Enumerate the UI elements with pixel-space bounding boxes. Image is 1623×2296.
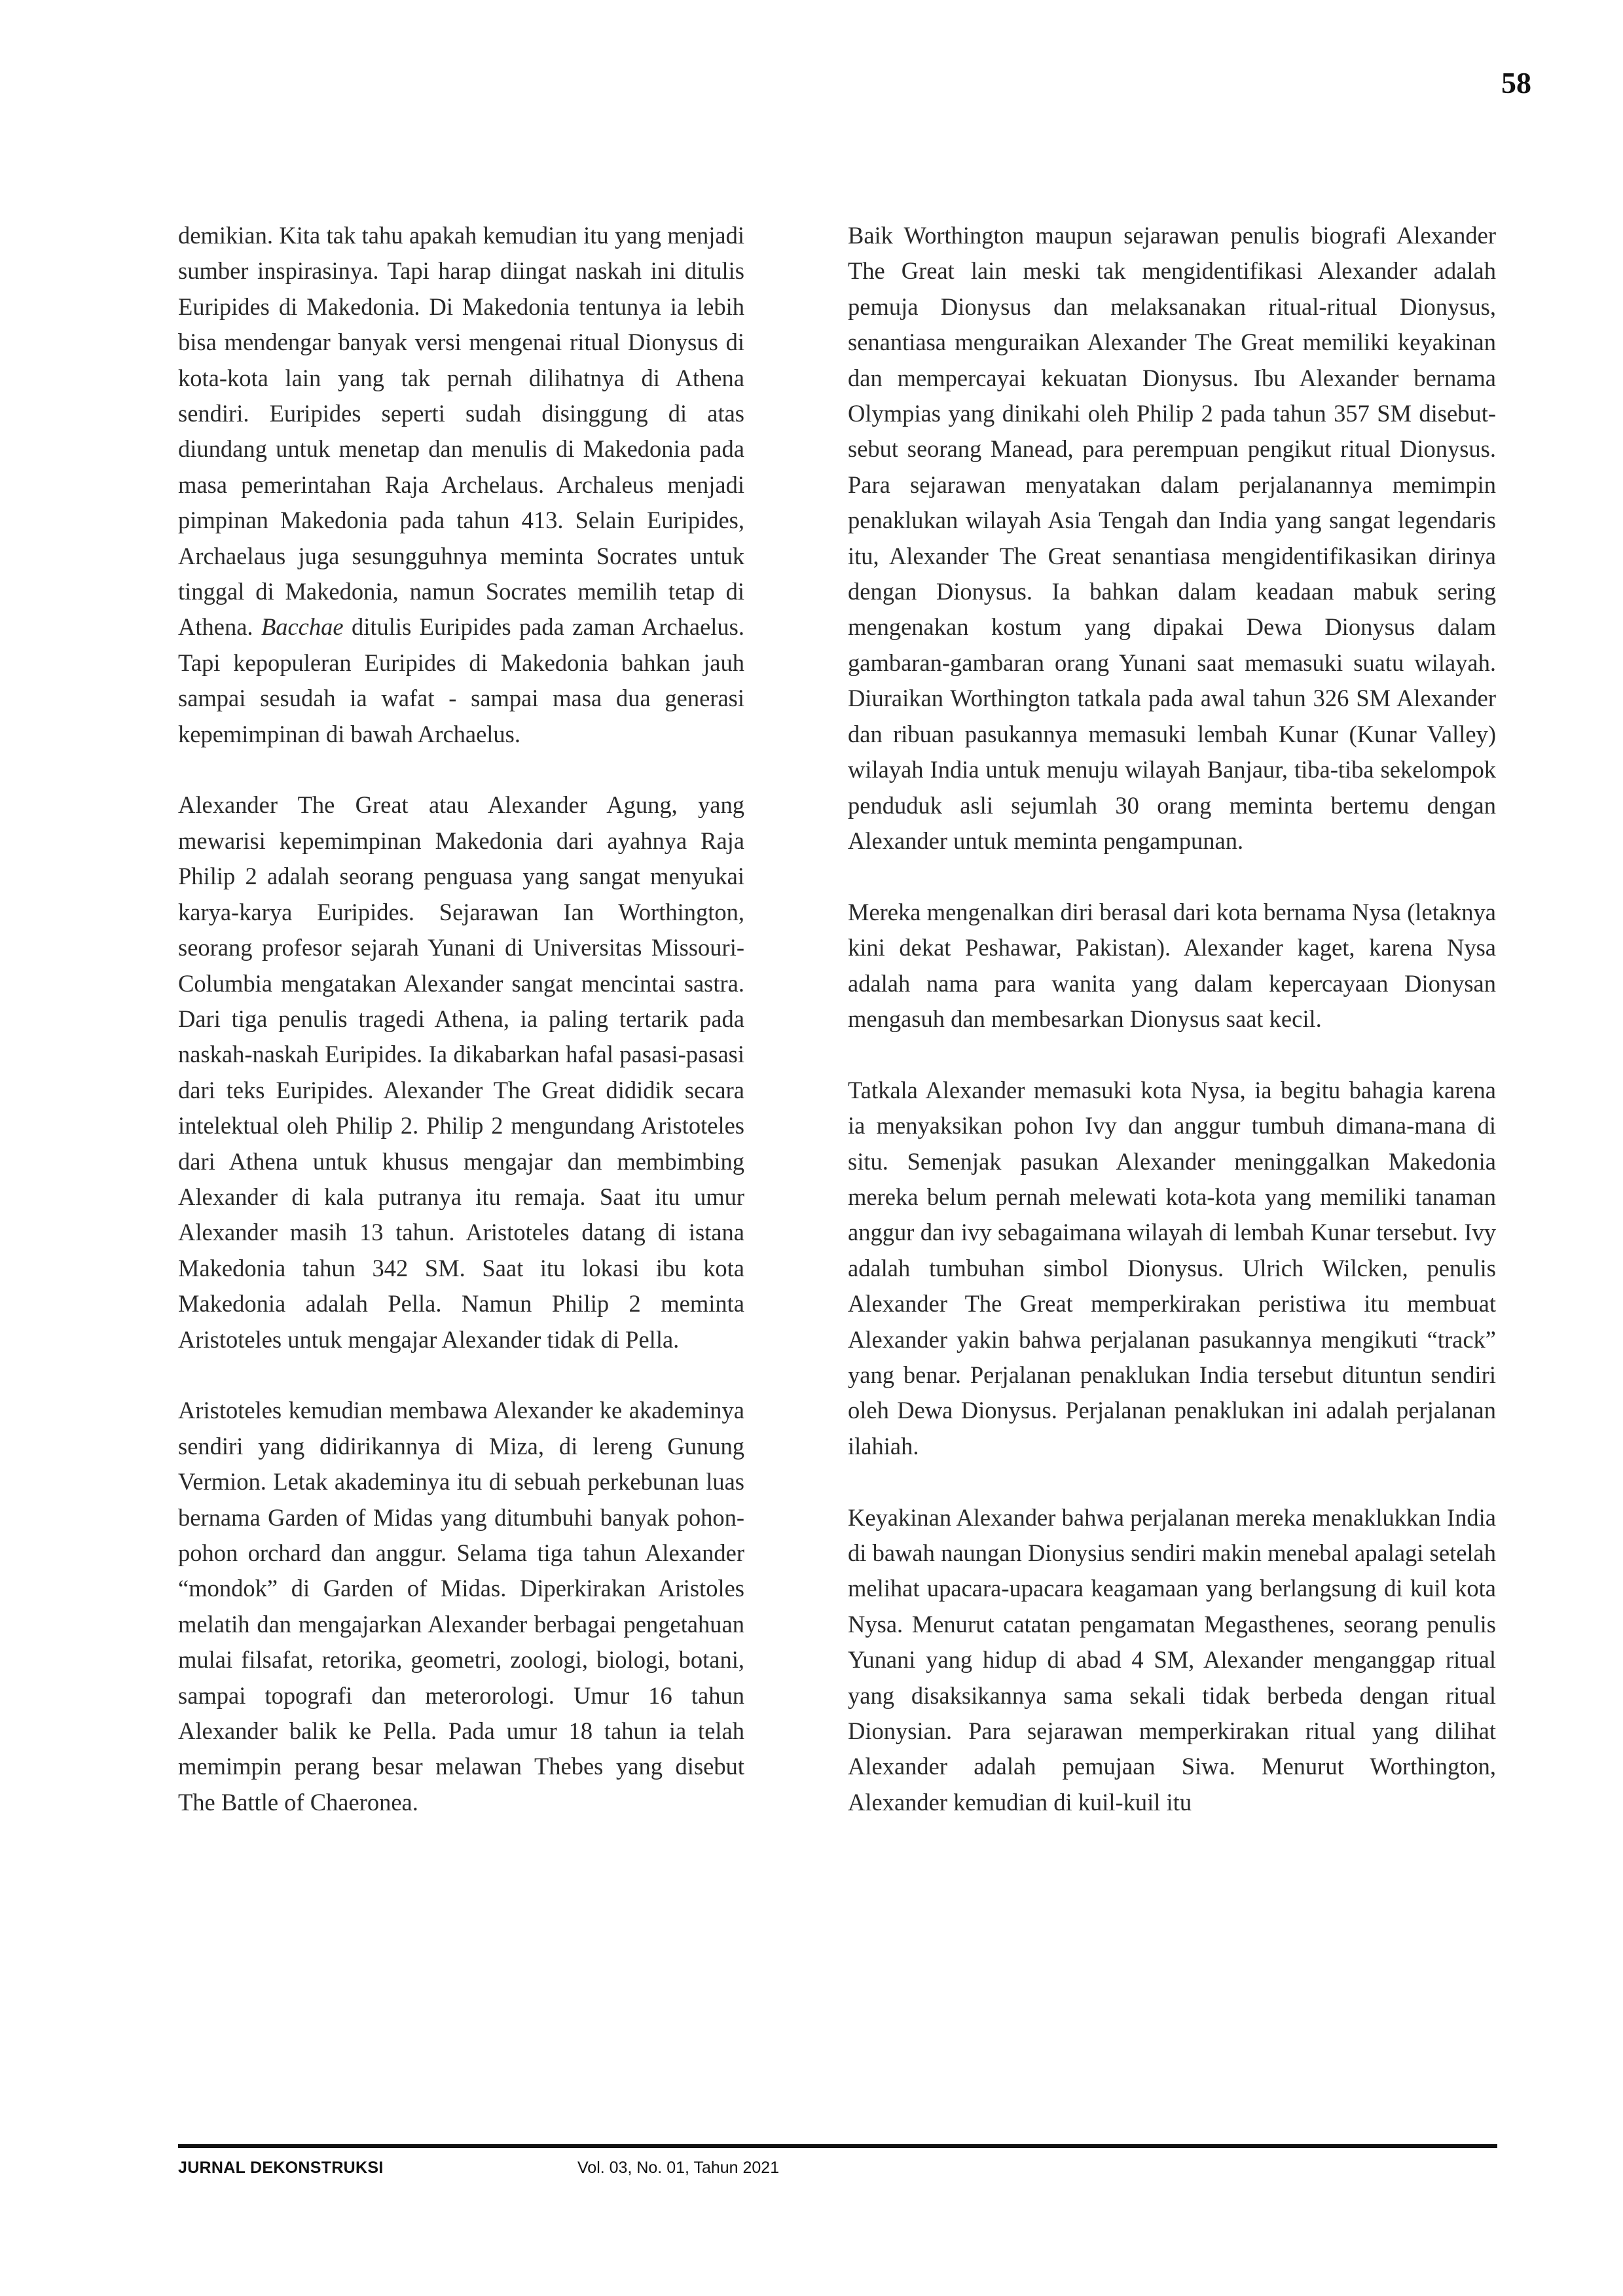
paragraph-text: ditulis Euripides pada zaman Archaelus. Tapi kepopuleran Euripides di Makedonia bahkan jauh sampai sesudah ia wafat - sampai masa dua generasi kepemimpinan di bawah Archaelus. [178, 613, 744, 747]
volume-info: Vol. 03, No. 01, Tahun 2021 [577, 2159, 780, 2177]
page-number: 58 [1501, 66, 1531, 99]
left-column [178, 218, 744, 1820]
journal-name: JURNAL DEKONSTRUKSI [178, 2159, 384, 2177]
paragraph: Tatkala Alexander memasuki kota Nysa, ia begitu bahagia karena ia menyaksikan pohon Ivy dan anggur tumbuh dimana-mana di situ. Semenjak pasukan Alexander meninggalkan Makedonia mereka belum pernah melewati kota-kota yang memiliki tanaman anggur dan ivy sebagaimana wilayah di lembah Kunar tersebut. Ivy adalah tumbuhan simbol Dionysus. Ulrich Wilcken, penulis Alexander The Great memperkirakan peristiwa itu membuat Alexander yakin bahwa perjalanan pasukannya mengikuti “track” yang benar. Perjalanan penaklukan India tersebut dituntun sendiri oleh Dewa Dionysus. Perjalanan penaklukan ini adalah perjalanan ilahiah. [848, 1076, 1496, 1460]
paragraph: Alexander The Great atau Alexander Agung, yang mewarisi kepemimpinan Makedonia dari ayahnya Raja Philip 2 adalah seorang penguasa yang sangat menyukai karya-karya Euripides. Sejarawan Ian Worthington, seorang profesor sejarah Yunani di Universitas Missouri-Columbia mengatakan Alexander sangat mencintai sastra. Dari tiga penulis tragedi Athena, ia paling tertarik pada naskah-naskah Euripides. Ia dikabarkan hafal pasasi-pasasi dari teks Euripides. Alexander The Great dididik secara intelektual oleh Philip 2. Philip 2 mengundang Aristoteles dari Athena untuk khusus mengajar dan membimbing Alexander di kala putranya itu remaja. Saat itu umur Alexander masih 13 tahun. Aristoteles datang di istana Makedonia tahun 342 SM. Saat itu lokasi ibu kota Makedonia adalah Pella. Namun Philip 2 meminta Aristoteles untuk mengajar Alexander tidak di Pella. [178, 791, 744, 1353]
paragraph [178, 218, 744, 752]
paragraph: Mereka mengenalkan diri berasal dari kota bernama Nysa (letaknya kini dekat Peshawar, Pakistan). Alexander kaget, karena Nysa adalah nama para wanita yang dalam kepercayaan Dionysan mengasuh dan membesarkan Dionysus saat kecil. [848, 898, 1496, 1032]
paragraph: Keyakinan Alexander bahwa perjalanan mereka menaklukkan India di bawah naungan Dionysius sendiri makin menebal apalagi setelah melihat upacara-upacara keagamaan yang berlangsung di kuil kota Nysa. Menurut catatan pengamatan Megasthenes, seorang penulis Yunani yang hidup di abad 4 SM, Alexander menganggap ritual yang disaksikannya sama sekali tidak berbeda dengan ritual Dionysian. Para sejarawan memperkirakan ritual yang dilihat Alexander adalah pemujaan Siwa. Menurut Worthington, Alexander kemudian di kuil-kuil itu [848, 1503, 1496, 1816]
paragraph: Baik Worthington maupun sejarawan penulis biografi Alexander The Great lain meski tak mengidentifikasi Alexander adalah pemuja Dionysus dan melaksanakan ritual-ritual Dionysus, senantiasa menguraikan Alexander The Great memiliki keyakinan dan mempercayai kekuatan Dionysus. Ibu Alexander bernama Olympias yang dinikahi oleh Philip 2 pada tahun 357 SM disebut-sebut seorang Manead, para perempuan pengikut ritual Dionysus. Para sejarawan menyatakan dalam perjalanannya memimpin penaklukan wilayah Asia Tengah dan India yang sangat legendaris itu, Alexander The Great senantiasa mengidentifikasikan dirinya dengan Dionysus. Ia bahkan dalam keadaan mabuk sering mengenakan kostum yang dipakai Dewa Dionysus dalam gambaran-gambaran orang Yunani saat memasuki suatu wilayah. Diuraikan Worthington tatkala pada awal tahun 326 SM Alexander dan ribuan pasukannya memasuki lembah Kunar (Kunar Valley) wilayah India untuk menuju wilayah Banjaur, tiba-tiba sekelompok penduduk asli sejumlah 30 orang meminta bertemu dengan Alexander untuk meminta pengampunan. [848, 222, 1496, 854]
paragraph-text: demikian. Kita tak tahu apakah kemudian itu yang menjadi sumber inspirasinya. Tapi harap diingat naskah ini ditulis Euripides di Makedonia. Di Makedonia tentunya ia lebih bisa mendengar banyak versi mengenai ritual Dionysus di kota-kota lain yang tak pernah dilihatnya di Athena sendiri. Euripides seperti sudah disinggung di atas diundang untuk menetap dan menulis di Makedonia pada masa pemerintahan Raja Archelaus. Archaleus menjadi pimpinan Makedonia pada tahun 413. Selain Euripides, Archaelaus juga sesungguhnya meminta Socrates untuk tinggal di Makedonia, namun Socrates memilih tetap di Athena. [178, 222, 744, 641]
paragraph: Aristoteles kemudian membawa Alexander ke akademinya sendiri yang didirikannya di Miza, di lereng Gunung Vermion. Letak akademinya itu di sebuah perkebunan luas bernama Garden of Midas yang ditumbuhi banyak pohon-pohon orchard dan anggur. Selama tiga tahun Alexander “mondok” di Garden of Midas. Diperkirakan Aristoles melatih dan mengajarkan Alexander berbagai pengetahuan mulai filsafat, retorika, geometri, zoologi, biologi, botani, sampai topografi dan meterorologi. Umur 16 tahun Alexander balik ke Pella. Pada umur 18 tahun ia telah memimpin perang besar melawan Thebes yang disebut The Battle of Chaeronea. [178, 1397, 744, 1816]
right-column [848, 218, 1496, 1820]
footer-divider [178, 2144, 1497, 2148]
play-title: Bacchae [261, 613, 344, 641]
